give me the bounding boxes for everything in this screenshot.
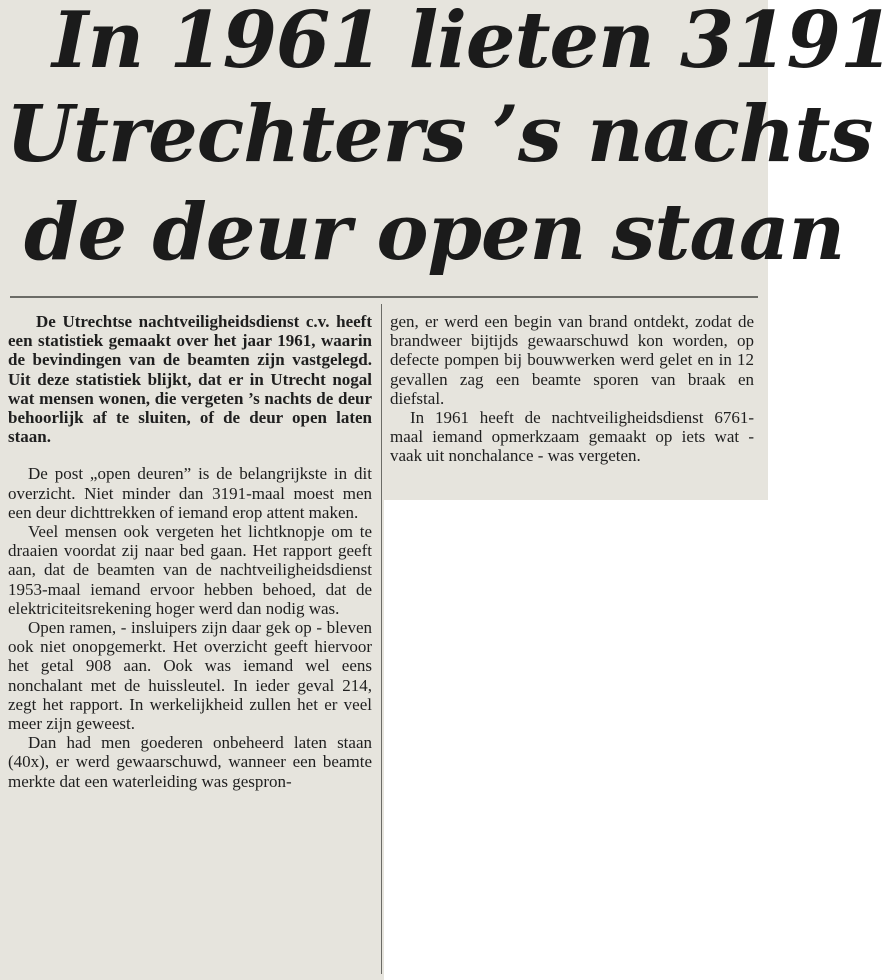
headline-line-2: Utrechters ’s nachts — [6, 89, 873, 180]
article-paragraph-continued: gen, er werd een begin van brand ontdekt, zodat de brandweer bijtijds gewaarschuwd kon worden, op defecte pompen bij bouwwerken werd gelet en in 12 gevallen zag een beamte sporen van braak en diefstal. — [390, 312, 754, 408]
column-rule — [381, 304, 382, 974]
article-paragraph: Veel mensen ook vergeten het lichtknopje om te draaien voordat zij naar bed gaan. Het rapport geeft aan, dat de beamten van de nachtveiligheidsdienst 1953-maal iemand ervoor hebben behoed, dat de elektriciteitsrekening hoger werd dan nodig was. — [8, 522, 372, 618]
article-lead: De Utrechtse nachtveiligheidsdienst c.v. heeft een statistiek gemaakt over het jaar 1961, waarin de bevindingen van de beamten zijn vastgelegd. Uit deze statistiek blijkt, dat er in Utrecht nogal wat mensen wonen, die vergeten ’s nachts de deur behoorlijk af te sluiten, of de deur open laten staan. — [8, 312, 372, 447]
headline — [0, 0, 893, 300]
article-paragraph: De post „open deuren” is de belangrijkste in dit overzicht. Niet minder dan 3191-maal moest men een deur dichttrekken of iemand erop attent maken. — [8, 464, 372, 522]
headline-line-3: de deur open staan — [24, 187, 845, 278]
lead-spacer — [8, 446, 372, 464]
headline-line-1: In 1961 lieten 3191 — [52, 0, 893, 86]
article-paragraph: In 1961 heeft de nachtveiligheidsdienst 6761-maal iemand opmerkzaam gemaakt op iets wat - vaak uit nonchalance - was vergeten. — [390, 408, 754, 466]
article-column-left — [8, 312, 372, 791]
article-paragraph: Dan had men goederen onbeheerd laten staan (40x), er werd gewaarschuwd, wanneer een beamte merkte dat een waterleiding was gespron- — [8, 733, 372, 791]
headline-rule — [10, 296, 758, 298]
article-column-right — [390, 312, 754, 466]
article-paragraph: Open ramen, - insluipers zijn daar gek op - bleven ook niet onopgemerkt. Het overzicht geeft hiervoor het getal 908 aan. Ook was iemand wel eens nonchalant met de huissleutel. In ieder geval 214, zegt het rapport. In werkelijkheid zullen het er veel meer zijn geweest. — [8, 618, 372, 734]
